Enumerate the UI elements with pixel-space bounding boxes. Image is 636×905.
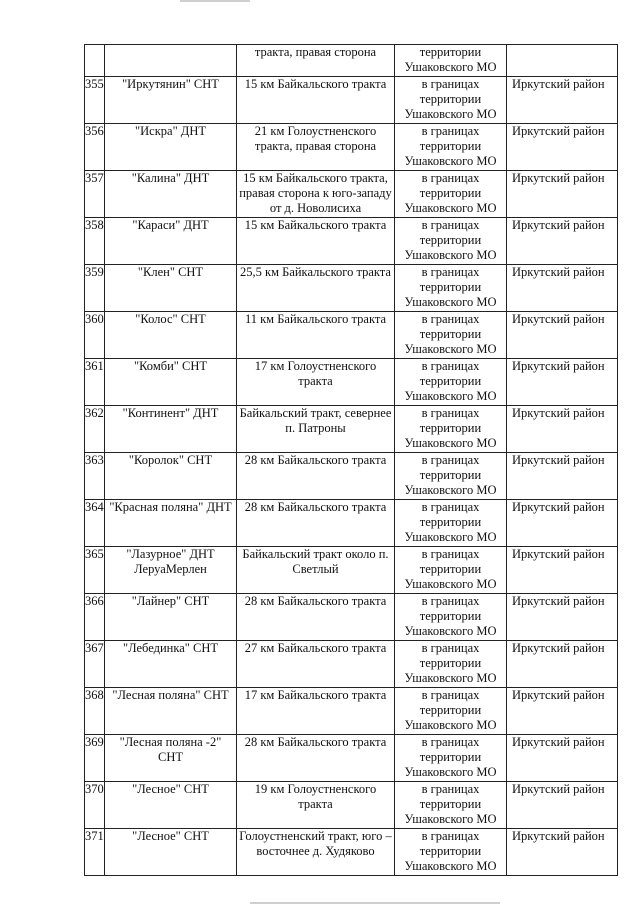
- territory-cell: в границах территории Ушаковского МО: [395, 312, 507, 359]
- table-row: [85, 77, 618, 124]
- district-cell: Иркутский район: [507, 500, 618, 547]
- row-number-cell: 362: [85, 406, 105, 453]
- location-cell: Байкальский тракт, севернее п. Патроны: [237, 406, 395, 453]
- territory-cell: в границах территории Ушаковского МО: [395, 218, 507, 265]
- organization-name-cell: "Лазурное" ДНТ ЛеруаМерлен: [105, 547, 237, 594]
- location-cell: 28 км Байкальского тракта: [237, 453, 395, 500]
- row-number-cell: 361: [85, 359, 105, 406]
- location-cell: 25,5 км Байкальского тракта: [237, 265, 395, 312]
- row-number-cell: 365: [85, 547, 105, 594]
- territory-cell: в границах территории Ушаковского МО: [395, 77, 507, 124]
- row-number-cell: 364: [85, 500, 105, 547]
- territory-cell: в границах территории Ушаковского МО: [395, 641, 507, 688]
- row-number-cell: 363: [85, 453, 105, 500]
- district-cell: Иркутский район: [507, 359, 618, 406]
- scan-mark-top: [180, 0, 250, 2]
- table-row: [85, 641, 618, 688]
- district-cell: Иркутский район: [507, 735, 618, 782]
- organization-name-cell: [105, 45, 237, 77]
- district-cell: Иркутский район: [507, 77, 618, 124]
- table-row: [85, 453, 618, 500]
- row-number-cell: 367: [85, 641, 105, 688]
- table-row: [85, 735, 618, 782]
- district-cell: Иркутский район: [507, 218, 618, 265]
- district-cell: Иркутский район: [507, 688, 618, 735]
- row-number-cell: 366: [85, 594, 105, 641]
- row-number-cell: 359: [85, 265, 105, 312]
- table-row: [85, 359, 618, 406]
- location-cell: Голоустненский тракт, юго – восточнее д. Худяково: [237, 829, 395, 876]
- organization-name-cell: "Иркутянин" СНТ: [105, 77, 237, 124]
- location-cell: 19 км Голоустненского тракта: [237, 782, 395, 829]
- row-number-cell: 355: [85, 77, 105, 124]
- location-cell: тракта, правая сторона: [237, 45, 395, 77]
- organization-name-cell: "Клен" СНТ: [105, 265, 237, 312]
- table-row: [85, 124, 618, 171]
- location-cell: 11 км Байкальского тракта: [237, 312, 395, 359]
- table-row: [85, 265, 618, 312]
- row-number-cell: 358: [85, 218, 105, 265]
- organization-name-cell: "Лесное" СНТ: [105, 782, 237, 829]
- territory-cell: в границах территории Ушаковского МО: [395, 688, 507, 735]
- location-cell: 28 км Байкальского тракта: [237, 500, 395, 547]
- organization-name-cell: "Континент" ДНТ: [105, 406, 237, 453]
- district-cell: Иркутский район: [507, 124, 618, 171]
- territory-cell: в границах территории Ушаковского МО: [395, 594, 507, 641]
- territory-cell: в границах территории Ушаковского МО: [395, 453, 507, 500]
- table-row: [85, 547, 618, 594]
- district-cell: Иркутский район: [507, 782, 618, 829]
- organization-name-cell: "Королок" СНТ: [105, 453, 237, 500]
- district-cell: Иркутский район: [507, 594, 618, 641]
- location-cell: 17 км Голоустненского тракта: [237, 359, 395, 406]
- table-row: [85, 45, 618, 77]
- table-row: [85, 218, 618, 265]
- table-row: [85, 688, 618, 735]
- table-body: [85, 45, 618, 876]
- organization-name-cell: "Калина" ДНТ: [105, 171, 237, 218]
- table-row: [85, 406, 618, 453]
- territory-cell: в границах территории Ушаковского МО: [395, 265, 507, 312]
- organization-name-cell: "Колос" СНТ: [105, 312, 237, 359]
- territory-cell: в границах территории Ушаковского МО: [395, 124, 507, 171]
- organization-name-cell: "Лебединка" СНТ: [105, 641, 237, 688]
- territory-cell: в границах территории Ушаковского МО: [395, 171, 507, 218]
- table-row: [85, 171, 618, 218]
- location-cell: 27 км Байкальского тракта: [237, 641, 395, 688]
- territory-cell: в границах территории Ушаковского МО: [395, 782, 507, 829]
- table-row: [85, 500, 618, 547]
- territory-cell: в границах территории Ушаковского МО: [395, 547, 507, 594]
- location-cell: 15 км Байкальского тракта: [237, 218, 395, 265]
- territory-cell: в границах территории Ушаковского МО: [395, 406, 507, 453]
- organization-name-cell: "Красная поляна" ДНТ: [105, 500, 237, 547]
- location-cell: 17 км Байкальского тракта: [237, 688, 395, 735]
- row-number-cell: 356: [85, 124, 105, 171]
- organization-name-cell: "Лесная поляна -2" СНТ: [105, 735, 237, 782]
- organization-name-cell: "Лесное" СНТ: [105, 829, 237, 876]
- district-cell: Иркутский район: [507, 547, 618, 594]
- location-cell: Байкальский тракт около п. Светлый: [237, 547, 395, 594]
- district-cell: [507, 45, 618, 77]
- location-cell: 28 км Байкальского тракта: [237, 735, 395, 782]
- location-cell: 15 км Байкальского тракта: [237, 77, 395, 124]
- row-number-cell: 370: [85, 782, 105, 829]
- district-cell: Иркутский район: [507, 265, 618, 312]
- location-cell: 21 км Голоустненского тракта, правая сторона: [237, 124, 395, 171]
- document-table: [84, 44, 618, 876]
- district-cell: Иркутский район: [507, 453, 618, 500]
- territory-cell: в границах территории Ушаковского МО: [395, 359, 507, 406]
- organizations-table: [84, 44, 618, 876]
- row-number-cell: 360: [85, 312, 105, 359]
- district-cell: Иркутский район: [507, 312, 618, 359]
- territory-cell: в границах территории Ушаковского МО: [395, 829, 507, 876]
- district-cell: Иркутский район: [507, 171, 618, 218]
- row-number-cell: 369: [85, 735, 105, 782]
- location-cell: 28 км Байкальского тракта: [237, 594, 395, 641]
- organization-name-cell: "Лесная поляна" СНТ: [105, 688, 237, 735]
- district-cell: Иркутский район: [507, 406, 618, 453]
- organization-name-cell: "Искра" ДНТ: [105, 124, 237, 171]
- territory-cell: в границах территории Ушаковского МО: [395, 500, 507, 547]
- scan-mark-bottom: [250, 902, 500, 904]
- organization-name-cell: "Караси" ДНТ: [105, 218, 237, 265]
- district-cell: Иркутский район: [507, 641, 618, 688]
- territory-cell: территории Ушаковского МО: [395, 45, 507, 77]
- table-row: [85, 594, 618, 641]
- table-row: [85, 829, 618, 876]
- table-row: [85, 782, 618, 829]
- row-number-cell: 357: [85, 171, 105, 218]
- district-cell: Иркутский район: [507, 829, 618, 876]
- row-number-cell: [85, 45, 105, 77]
- row-number-cell: 371: [85, 829, 105, 876]
- table-row: [85, 312, 618, 359]
- organization-name-cell: "Комби" СНТ: [105, 359, 237, 406]
- row-number-cell: 368: [85, 688, 105, 735]
- territory-cell: в границах территории Ушаковского МО: [395, 735, 507, 782]
- location-cell: 15 км Байкальского тракта, правая сторона к юго-западу от д. Новолисиха: [237, 171, 395, 218]
- organization-name-cell: "Лайнер" СНТ: [105, 594, 237, 641]
